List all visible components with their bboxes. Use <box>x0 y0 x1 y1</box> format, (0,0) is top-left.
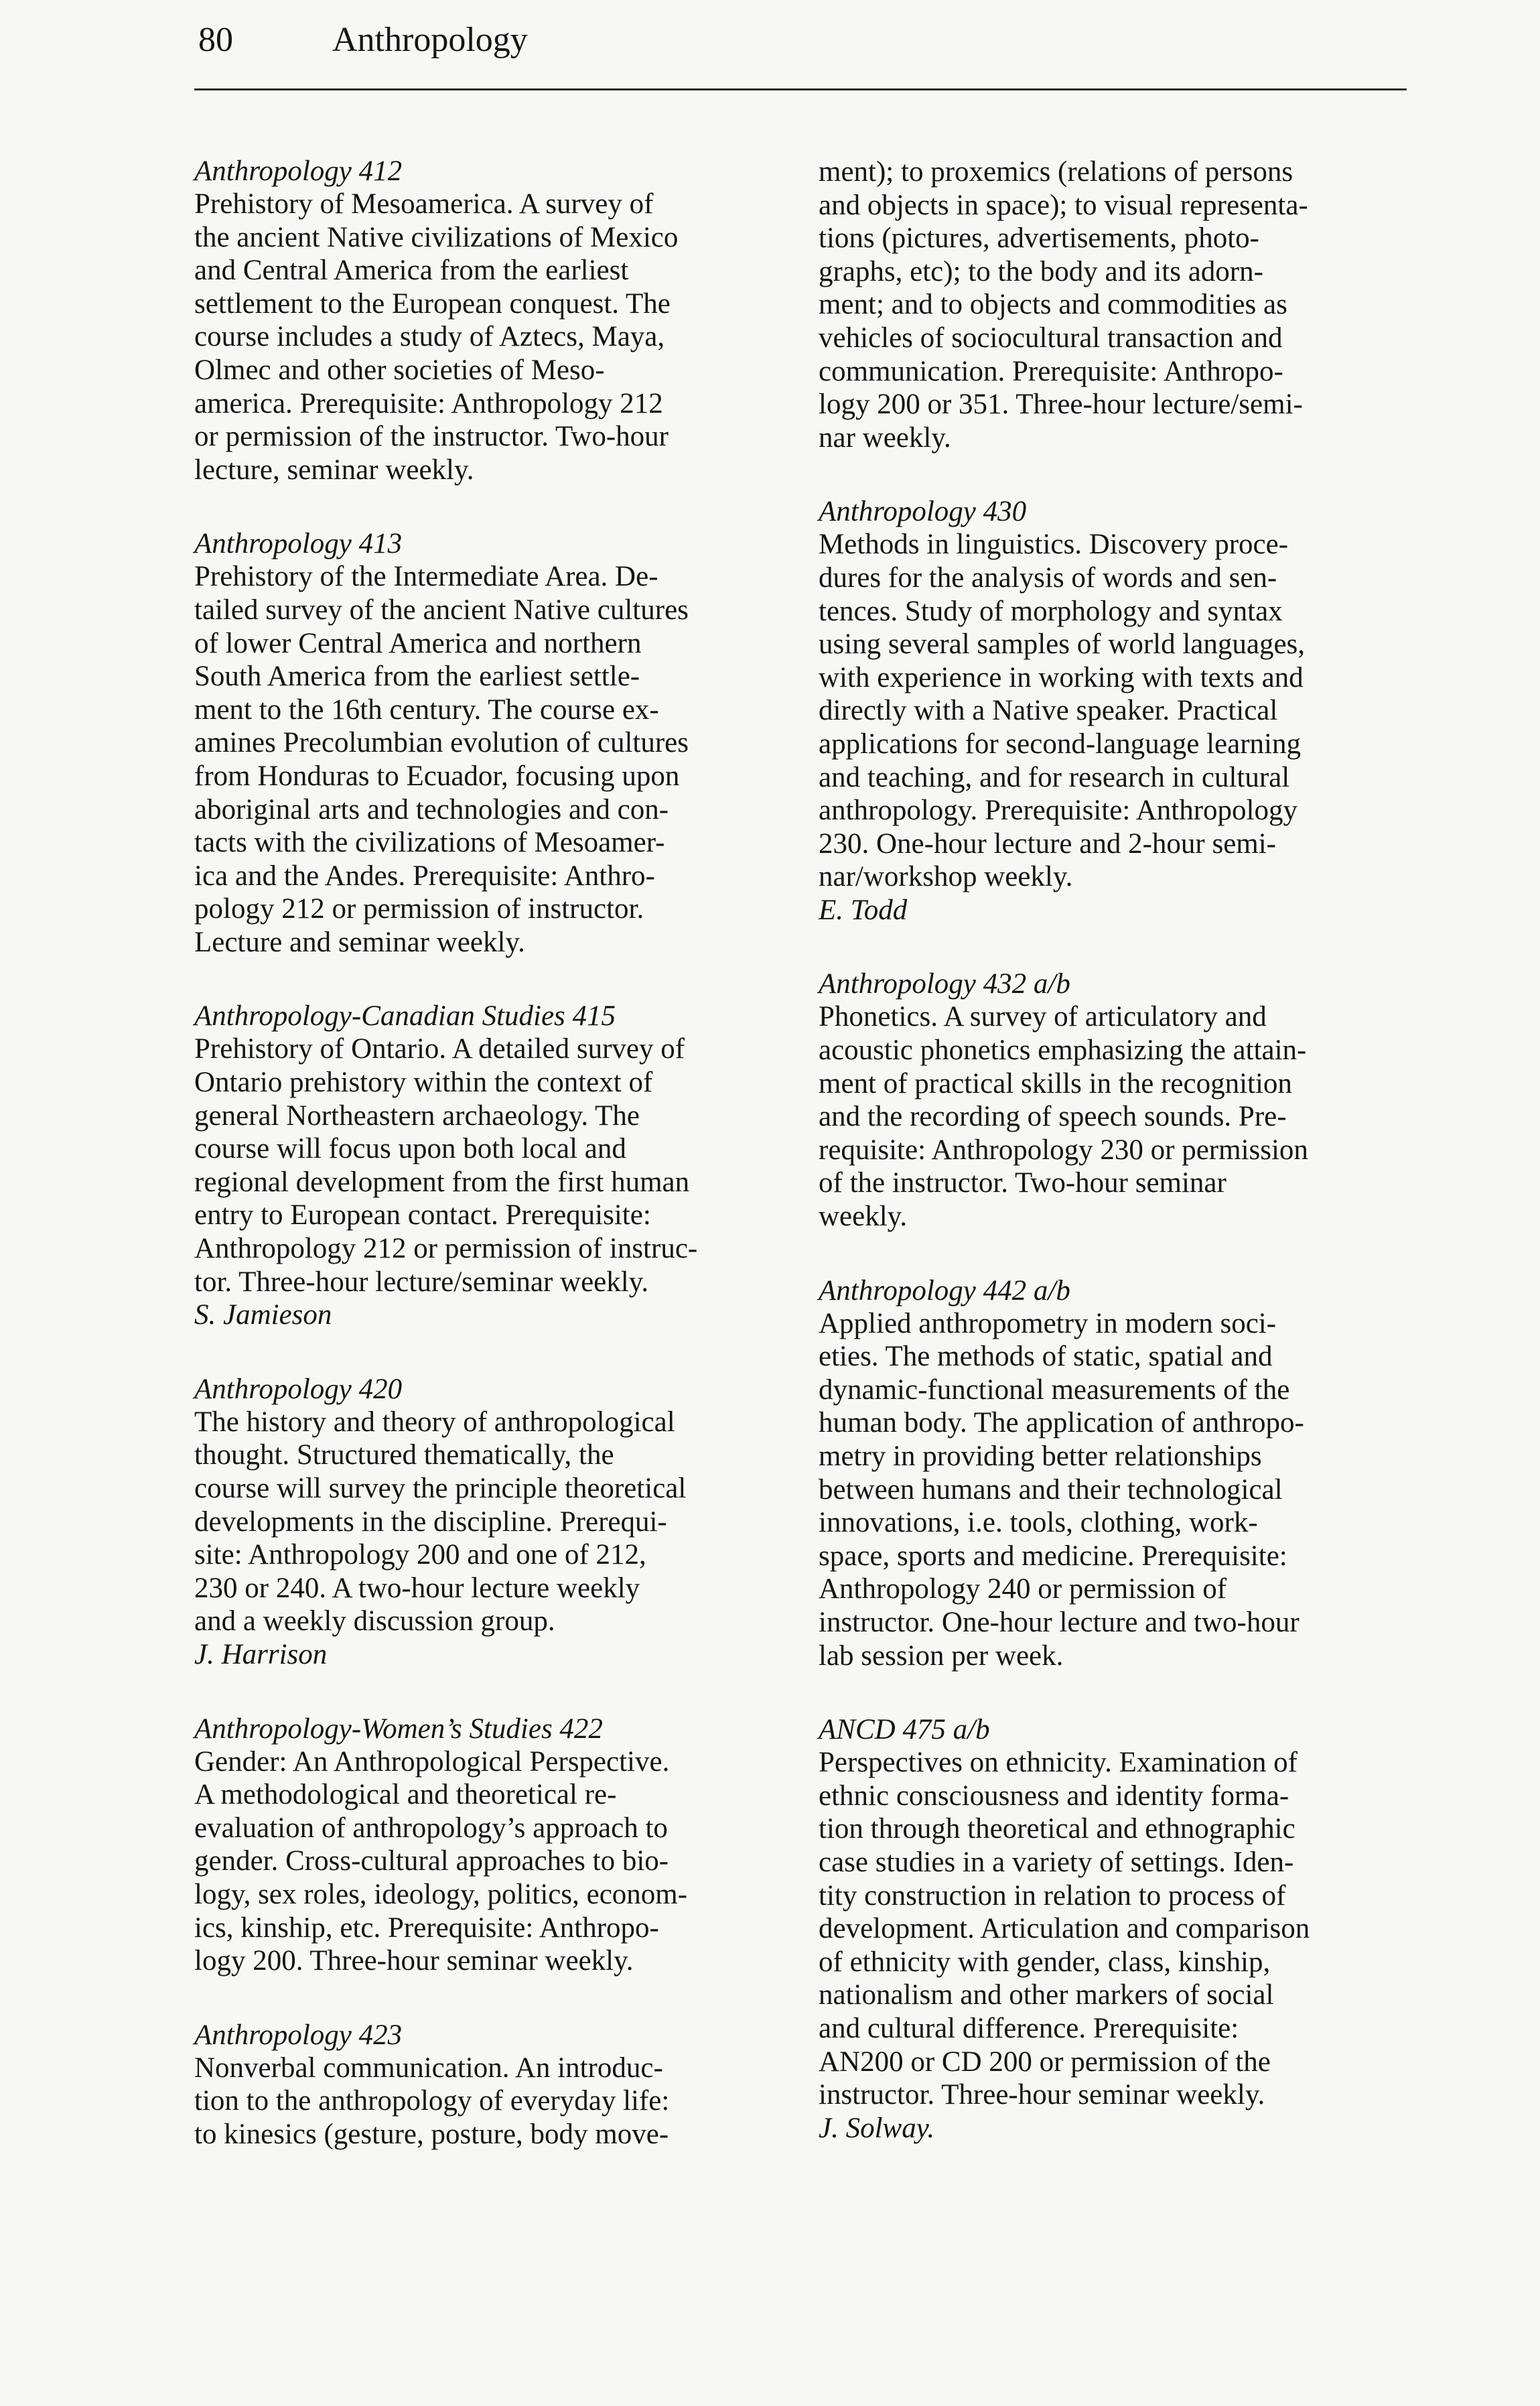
course-description-line: instructor. One-hour lecture and two-hour <box>819 1606 1300 1638</box>
course-heading: Anthropology 420 <box>194 1373 403 1405</box>
course-description-line: AN200 or CD 200 or permission of the <box>819 2046 1271 2078</box>
course-description-line: ica and the Andes. Prerequisite: Anthro- <box>194 860 655 892</box>
course-description-line: tor. Three-hour lecture/seminar weekly. <box>194 1266 649 1298</box>
course-description-line: evaluation of anthropology’s approach to <box>194 1812 668 1844</box>
course-description-line: innovations, i.e. tools, clothing, work- <box>819 1507 1258 1539</box>
course-description-line: ics, kinship, etc. Prerequisite: Anthropo- <box>194 1912 659 1944</box>
course-description-line: ment to the 16th century. The course ex- <box>194 693 659 726</box>
course-description-line: of lower Central America and northern <box>194 627 642 659</box>
course-description-line: to kinesics (gesture, posture, body move- <box>194 2118 669 2150</box>
course-description-line: metry in providing better relationships <box>819 1441 1262 1472</box>
course-description-line: Lecture and seminar weekly. <box>194 926 525 958</box>
course-description-line: anthropology. Prerequisite: Anthropology <box>819 795 1298 827</box>
course-description-line: vehicles of sociocultural transaction and <box>819 322 1283 354</box>
course-description-line: space, sports and medicine. Prerequisite: <box>819 1540 1287 1572</box>
course-description-line: Prehistory of Ontario. A detailed survey of <box>194 1033 685 1065</box>
course-entry <box>194 1000 770 1331</box>
course-entry <box>194 2019 770 2151</box>
course-heading: Anthropology 442 a/b <box>819 1274 1070 1307</box>
course-description-line: Applied anthropometry in modern soci- <box>819 1307 1277 1339</box>
course-description-line: and a weekly discussion group. <box>194 1605 555 1638</box>
course-entry <box>194 155 770 486</box>
course-description-line: Anthropology 212 or permission of instruc- <box>194 1233 698 1265</box>
left-column <box>194 155 770 2193</box>
course-description-line: Prehistory of Mesoamerica. A survey of <box>194 188 654 220</box>
course-description-line: america. Prerequisite: Anthropology 212 <box>194 387 663 419</box>
course-description-line: South America from the earliest settle- <box>194 661 640 693</box>
course-description-line: Gender: An Anthropological Perspective. <box>194 1745 670 1778</box>
page-title: Anthropology <box>332 21 528 59</box>
course-description-line: using several samples of world languages, <box>819 628 1306 661</box>
course-description-line: gender. Cross-cultural approaches to bio- <box>194 1845 669 1877</box>
right-column <box>819 155 1395 2186</box>
course-description-line: the ancient Native civilizations of Mexico <box>194 221 679 253</box>
course-description-line: dures for the analysis of words and sen- <box>819 561 1277 594</box>
instructor-name: S. Jamieson <box>194 1299 332 1331</box>
course-heading: Anthropology 430 <box>819 496 1027 528</box>
course-description-line: Nonverbal communication. An introduc- <box>194 2052 663 2084</box>
course-description-line: Prehistory of the Intermediate Area. De- <box>194 561 658 593</box>
course-description-line: logy 200 or 351. Three-hour lecture/semi- <box>819 389 1303 421</box>
course-entry <box>819 1275 1395 1673</box>
course-entry <box>194 1713 770 1978</box>
course-description-line: logy 200. Three-hour seminar weekly. <box>194 1945 634 1977</box>
course-description-line: thought. Structured thematically, the <box>194 1439 614 1471</box>
course-description-line: case studies in a variety of settings. Iden- <box>819 1846 1294 1878</box>
course-description-line: ment of practical skills in the recognition <box>819 1067 1292 1099</box>
course-heading: Anthropology 413 <box>194 528 403 560</box>
course-description-line: ment); to proxemics (relations of persons <box>819 156 1293 188</box>
course-description-line: weekly. <box>819 1201 908 1233</box>
course-description-line: aboriginal arts and technologies and con- <box>194 793 669 825</box>
course-description-line: of the instructor. Two-hour seminar <box>819 1167 1227 1199</box>
course-heading: Anthropology-Women’s Studies 422 <box>194 1713 603 1745</box>
course-description-line: human body. The application of anthropo- <box>819 1407 1304 1439</box>
course-description-line: between humans and their technological <box>819 1473 1283 1506</box>
course-description-line: settlement to the European conquest. The <box>194 287 671 320</box>
course-description-line: Olmec and other societies of Meso- <box>194 354 605 386</box>
course-description-line: tions (pictures, advertisements, photo- <box>819 222 1259 255</box>
course-description-line: Perspectives on ethnicity. Examination of <box>819 1747 1298 1779</box>
course-entry <box>819 155 1395 454</box>
course-description-line: ment; and to objects and commodities as <box>819 289 1287 321</box>
course-description-line: tailed survey of the ancient Native cultures <box>194 594 689 626</box>
course-description-line: graphs, etc); to the body and its adorn- <box>819 255 1263 287</box>
course-description-line: Anthropology 240 or permission of <box>819 1573 1227 1605</box>
course-entry <box>194 528 770 959</box>
course-description-line: nationalism and other markers of social <box>819 1979 1274 2011</box>
course-description-line: tion to the anthropology of everyday life: <box>194 2085 670 2117</box>
course-description-line: course will survey the principle theoretical <box>194 1473 687 1504</box>
course-description-line: from Honduras to Ecuador, focusing upon <box>194 760 680 792</box>
course-description-line: eties. The methods of static, spatial and <box>819 1341 1273 1373</box>
course-description-line: and cultural difference. Prerequisite: <box>819 2012 1239 2044</box>
course-description-line: and teaching, and for research in cultural <box>819 761 1290 793</box>
course-entry <box>819 496 1395 927</box>
course-description-line: directly with a Native speaker. Practical <box>819 695 1278 727</box>
course-description-line: amines Precolumbian evolution of cultures <box>194 727 689 759</box>
course-description-line: communication. Prerequisite: Anthropo- <box>819 355 1283 387</box>
course-heading: Anthropology-Canadian Studies 415 <box>194 1000 616 1032</box>
course-description-line: of ethnicity with gender, class, kinship, <box>819 1946 1271 1978</box>
course-entry <box>194 1374 770 1672</box>
course-heading: Anthropology 412 <box>194 155 403 187</box>
course-entry <box>819 1714 1395 2145</box>
course-description-line: requisite: Anthropology 230 or permission <box>819 1134 1308 1166</box>
course-description-line: Methods in linguistics. Discovery proce- <box>819 529 1289 561</box>
course-description-line: general Northeastern archaeology. The <box>194 1099 640 1132</box>
course-description-line: acoustic phonetics emphasizing the attain- <box>819 1034 1307 1067</box>
course-description-line: course will focus upon both local and <box>194 1133 626 1165</box>
course-description-line: A methodological and theoretical re- <box>194 1779 617 1811</box>
course-description-line: tity construction in relation to process of <box>819 1879 1286 1912</box>
instructor-name: J. Harrison <box>194 1638 328 1670</box>
course-description-line: Phonetics. A survey of articulatory and <box>819 1001 1267 1033</box>
course-entry <box>819 968 1395 1233</box>
course-description-line: pology 212 or permission of instructor. <box>194 893 644 925</box>
course-description-line: development. Articulation and comparison <box>819 1913 1310 1945</box>
course-description-line: and objects in space); to visual representa- <box>819 189 1308 221</box>
course-heading: Anthropology 423 <box>194 2019 403 2051</box>
course-description-line: course includes a study of Aztecs, Maya, <box>194 321 665 353</box>
course-description-line: tences. Study of morphology and syntax <box>819 595 1283 627</box>
course-description-line: nar/workshop weekly. <box>819 861 1073 893</box>
course-description-line: logy, sex roles, ideology, politics, econom- <box>194 1878 688 1910</box>
header-divider <box>194 88 1407 90</box>
course-heading: ANCD 475 a/b <box>819 1714 990 1746</box>
course-description-line: lecture, seminar weekly. <box>194 454 474 486</box>
course-heading: Anthropology 432 a/b <box>819 968 1070 1000</box>
course-description-line: with experience in working with texts and <box>819 661 1304 693</box>
course-description-line: 230 or 240. A two-hour lecture weekly <box>194 1572 640 1604</box>
course-description-line: applications for second-language learning <box>819 728 1301 760</box>
instructor-name: E. Todd <box>819 894 908 926</box>
course-description-line: and Central America from the earliest <box>194 255 629 287</box>
course-description-line: regional development from the first human <box>194 1166 690 1198</box>
course-description-line: or permission of the instructor. Two-hour <box>194 421 669 453</box>
page-number: 80 <box>198 21 233 59</box>
course-description-line: entry to European contact. Prerequisite: <box>194 1199 651 1231</box>
course-description-line: and the recording of speech sounds. Pre- <box>819 1101 1287 1133</box>
course-description-line: nar weekly. <box>819 421 951 454</box>
course-description-line: dynamic-functional measurements of the <box>819 1374 1290 1406</box>
course-description-line: site: Anthropology 200 and one of 212, <box>194 1539 646 1571</box>
course-description-line: tacts with the civilizations of Mesoamer- <box>194 827 665 859</box>
course-description-line: developments in the discipline. Prerequi- <box>194 1506 667 1538</box>
course-description-line: instructor. Three-hour seminar weekly. <box>819 2079 1265 2111</box>
course-description-line: ethnic consciousness and identity forma- <box>819 1780 1289 1812</box>
page-header <box>198 19 1404 86</box>
course-description-line: Ontario prehistory within the context of <box>194 1067 653 1099</box>
course-description-line: tion through theoretical and ethnographic <box>819 1813 1296 1845</box>
course-description-line: 230. One-hour lecture and 2-hour semi- <box>819 827 1277 860</box>
course-description-line: lab session per week. <box>819 1640 1064 1672</box>
instructor-name: J. Solway. <box>819 2112 935 2144</box>
course-description-line: The history and theory of anthropological <box>194 1406 675 1438</box>
